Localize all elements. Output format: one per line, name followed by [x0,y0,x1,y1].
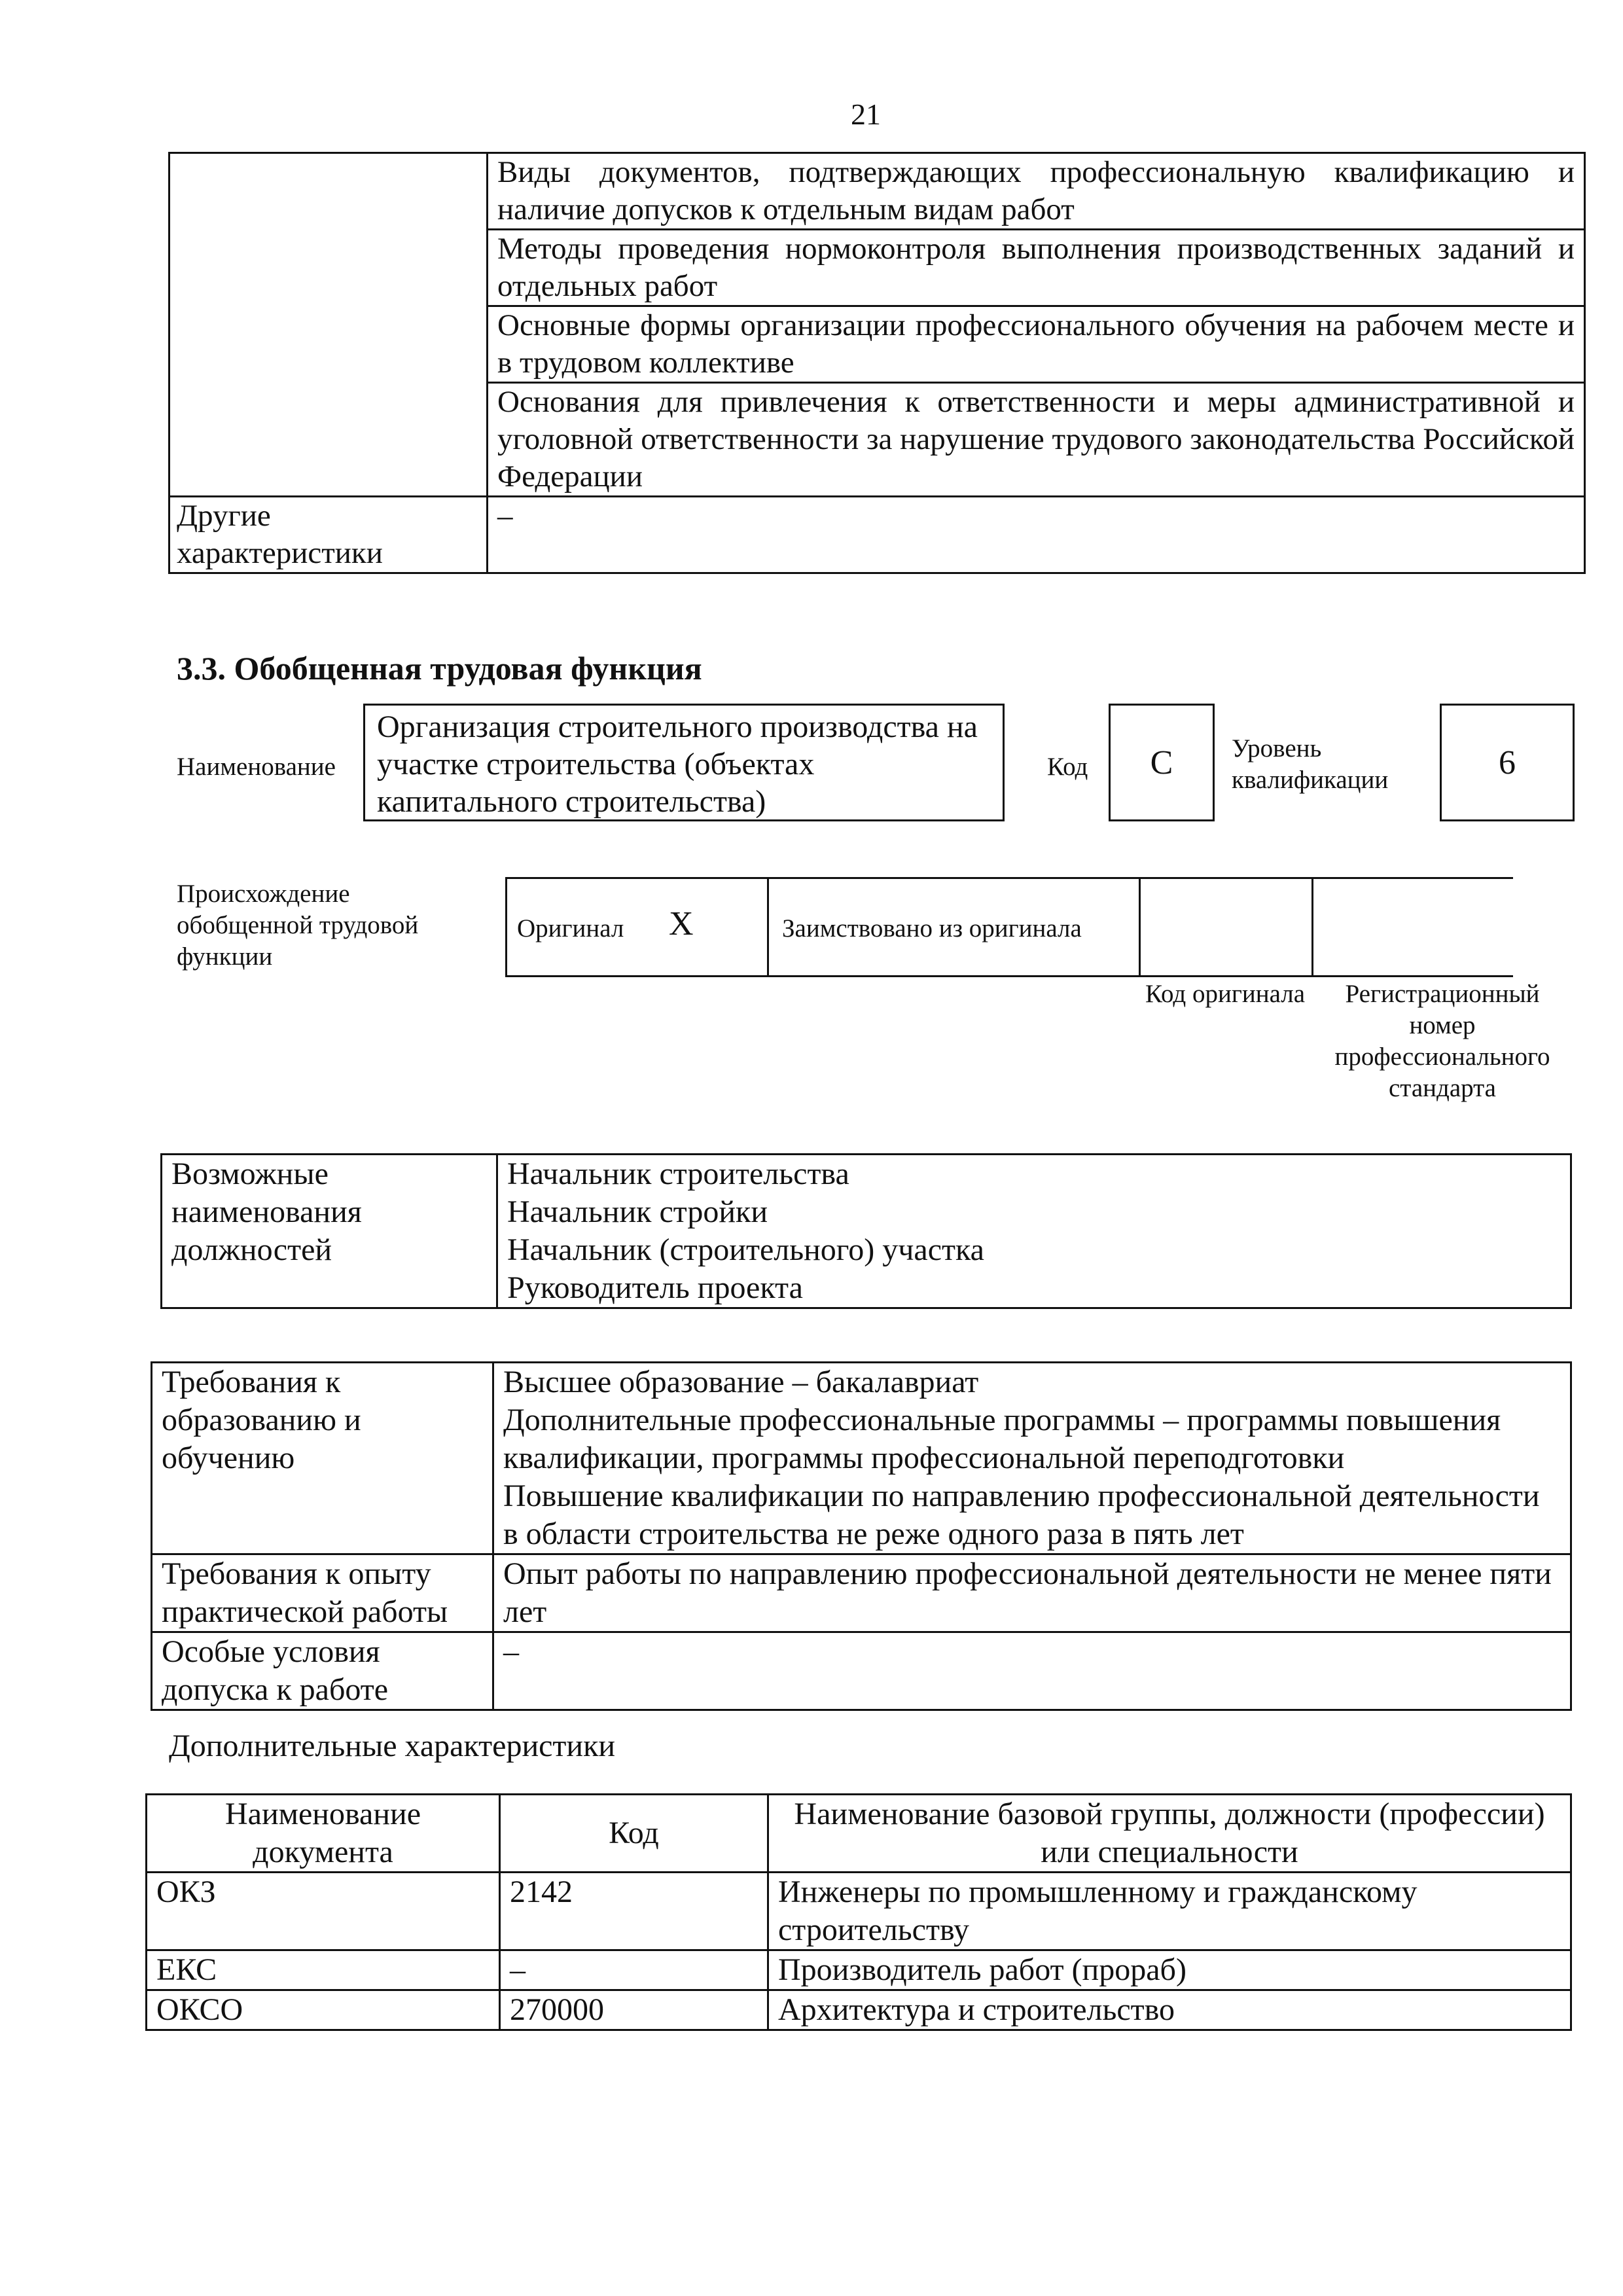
origin-top-line [505,877,1513,879]
other-characteristics-value: – [488,497,1585,573]
origin-divider [767,877,769,977]
other-characteristics-label: Другие характеристики [169,497,488,573]
origin-divider [505,877,507,977]
list-item: Дополнительные профессиональные программы – программы повышения квалификации, программы профессиональной переподготовки [503,1403,1501,1475]
education-label: Требования к образованию и обучению [152,1363,493,1554]
table-row [152,1363,1571,1554]
positions-table [160,1153,1572,1309]
table-cell: Основные формы организации профессионального обучения на рабочем месте и в трудовом коллективе [488,306,1585,383]
column-header: Наименование документа [147,1795,500,1873]
table-header-row [147,1795,1571,1873]
list-item: Начальник стройки [507,1194,768,1229]
table-row [147,1950,1571,1990]
list-item: Высшее образование – бакалавриат [503,1365,979,1399]
reg-number-label: Регистрационный номер профессионального стандарта [1334,980,1550,1102]
level-value: 6 [1440,704,1575,821]
function-name-label: Наименование [177,753,336,781]
table-row [152,1554,1571,1632]
table-row [162,1155,1571,1308]
table-row [169,497,1585,573]
origin-label: Происхождение обобщенной трудовой функции [177,880,419,971]
table-cell: ЕКС [147,1950,500,1990]
table-row [152,1632,1571,1710]
table-row [147,1990,1571,2030]
code-value: C [1109,704,1215,821]
table-cell: Методы проведения нормоконтроля выполнения производственных заданий и отдельных работ [488,230,1585,306]
education-list [493,1363,1571,1554]
table-cell: Виды документов, подтверждающих профессиональную квалификацию и наличие допусков к отдельным видам работ [488,153,1585,230]
extra-characteristics-table [145,1793,1572,2031]
origin-divider [1311,877,1313,977]
empty-cell [169,153,488,497]
function-name-value: Организация строительного производства на участке строительства (объектах капитального строительства) [363,704,1005,821]
code-label: Код [1047,753,1088,781]
table-row [169,153,1585,230]
extra-characteristics-title: Дополнительные характеристики [169,1729,616,1763]
page-number: 21 [851,98,881,131]
section-title: 3.3. Обобщенная трудовая функция [177,650,702,687]
origin-bottom-line [505,975,1513,977]
table-cell: ОКЗ [147,1873,500,1950]
origin-divider [1139,877,1141,977]
column-header: Наименование базовой группы, должности (профессии) или специальности [768,1795,1571,1873]
table-row [147,1873,1571,1950]
requirements-table [151,1361,1572,1711]
positions-label: Возможные наименования должностей [162,1155,497,1308]
list-item: Повышение квалификации по направлению профессиональной деятельности в области строительства не реже одного раза в пять лет [503,1479,1540,1551]
original-mark: X [669,905,694,942]
table-cell: – [500,1950,768,1990]
table-cell: Инженеры по промышленному и гражданскому строительству [768,1873,1571,1950]
special-conditions-label: Особые условия допуска к работе [152,1632,493,1710]
experience-label: Требования к опыту практической работы [152,1554,493,1632]
code-original-label: Код оригинала [1145,980,1306,1008]
special-conditions-value: – [493,1632,1571,1710]
borrowed-label: Заимствовано из оригинала [782,914,1082,942]
positions-list [497,1155,1571,1308]
table-cell: Основания для привлечения к ответственности и меры административной и уголовной ответственности за нарушение трудового законодательства Российской Федерации [488,383,1585,497]
list-item: Начальник строительства [507,1157,849,1191]
column-header: Код [500,1795,768,1873]
table-cell: ОКСО [147,1990,500,2030]
knowledge-table [168,152,1586,574]
table-cell: Архитектура и строительство [768,1990,1571,2030]
table-cell: 270000 [500,1990,768,2030]
list-item: Руководитель проекта [507,1270,803,1305]
original-label: Оригинал [517,914,624,942]
level-label: Уровень квалификации [1232,734,1389,794]
table-cell: Производитель работ (прораб) [768,1950,1571,1990]
experience-value: Опыт работы по направлению профессиональной деятельности не менее пяти лет [493,1554,1571,1632]
table-cell: 2142 [500,1873,768,1950]
list-item: Начальник (строительного) участка [507,1232,984,1267]
